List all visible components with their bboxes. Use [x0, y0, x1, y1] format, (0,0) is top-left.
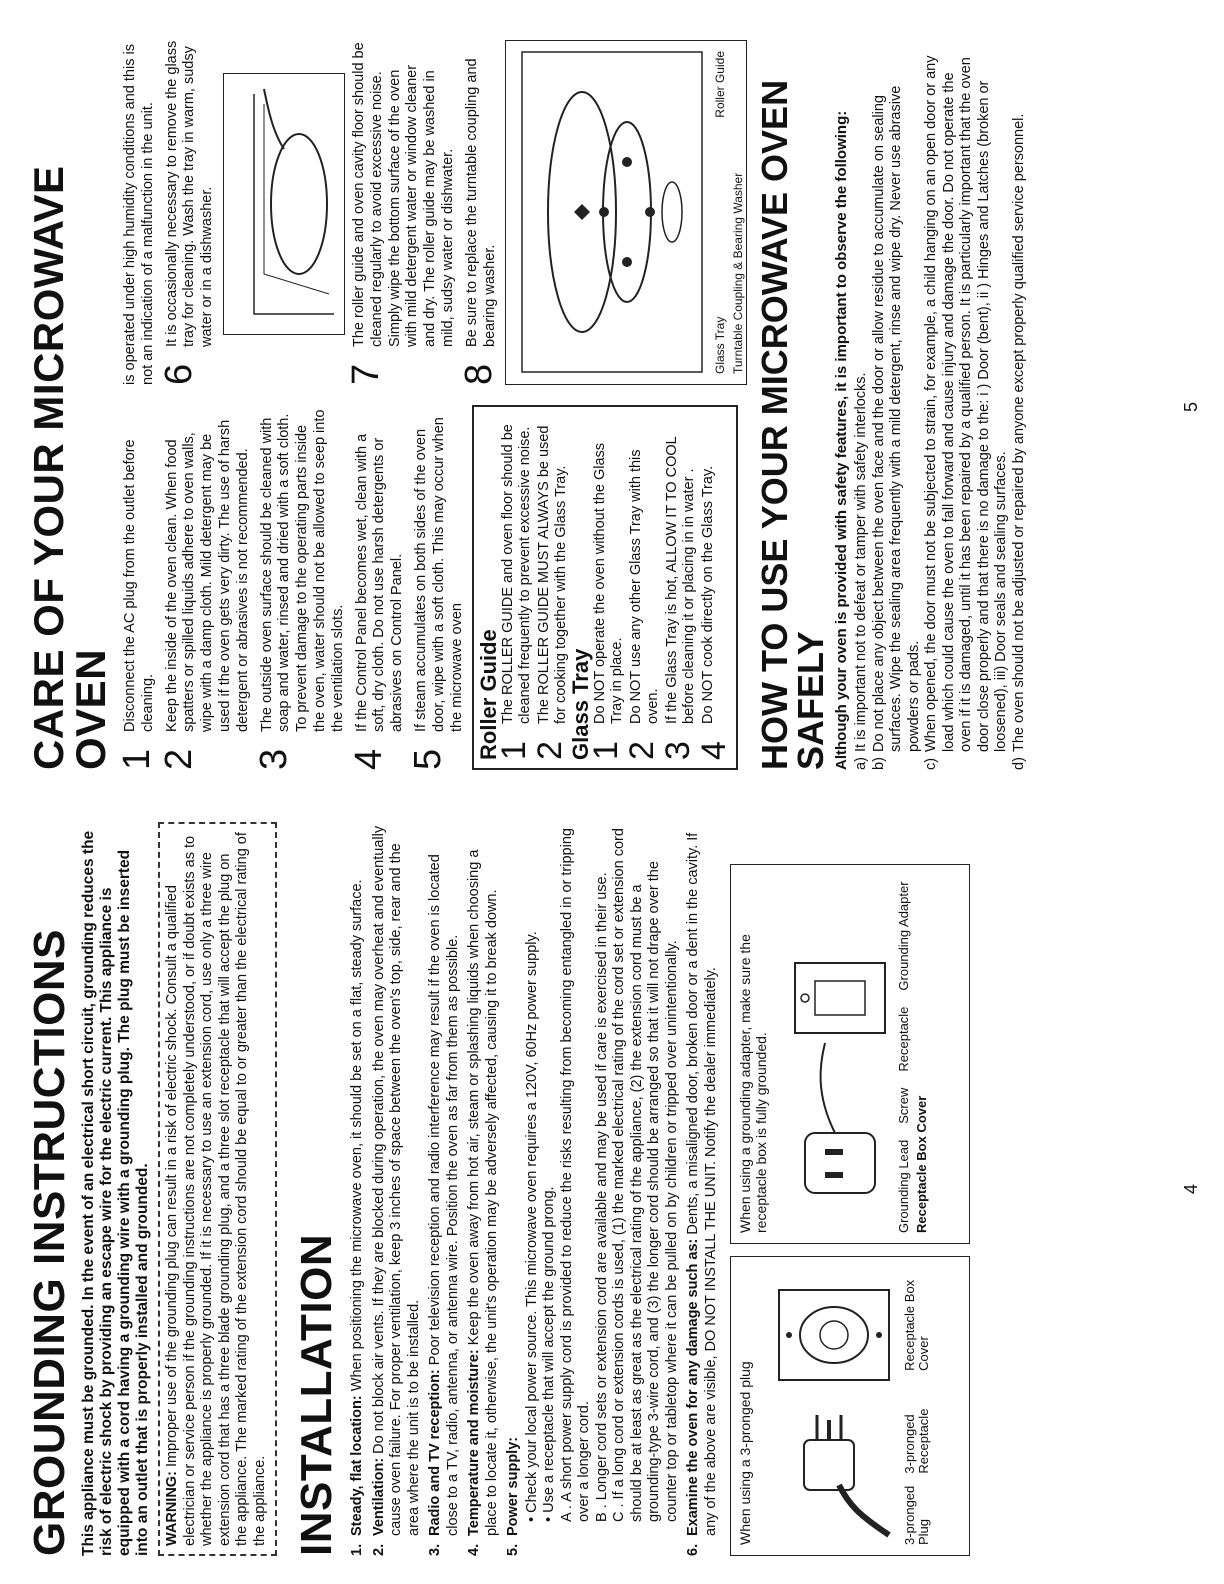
item-number: 2 [531, 741, 570, 760]
item-number: 1 [495, 741, 534, 760]
grounding-intro: This appliance must be grounded. In the event of an electrical short circuit, grounding reduces the risk of electric shock by providing an escape wire for the electric current. This appliance is equipped with a cord having a grounding wire with a grounding plug. The plug must be inserted into an outlet that is properly installed and grounded. [80, 830, 151, 1556]
item-text: If the Glass Tray is hot, ALLOW IT TO COOL before cleaning it or placing in in water . [663, 436, 697, 724]
label-3-pronged-receptacle: 3-pronged Receptacle [902, 1408, 931, 1474]
item-letter: a) [853, 757, 870, 770]
care-item-continued [122, 40, 158, 385]
label-screw: Screw [896, 1087, 911, 1124]
figure-caption: When using a 3-pronged plug [737, 1361, 753, 1545]
item-text: Do NOT use any other Glass Tray with this oven. [627, 449, 661, 724]
warning-box [158, 822, 277, 1556]
grounding-figures [730, 822, 970, 1556]
item-number: 5. [505, 1543, 521, 1556]
label-receptacle-box-cover: Receptacle Box Cover [914, 1095, 929, 1233]
figure-grounding-adapter [730, 864, 970, 1244]
item-number: 6. [685, 1543, 701, 1556]
item-text: Do not block air vents. If they are blocked during operation, the oven may overheat and eventually cause oven failure. For proper ventilation, keep 3 inches of space between the oven's top, side, rear and the area where the unit is to be installed. [370, 825, 422, 1536]
care-item [457, 40, 500, 385]
grounding-title: GROUNDING INSTRUCTIONS [25, 929, 74, 1556]
item-heading: Temperature and moisture: [466, 1349, 482, 1536]
tray-removal-illustration [223, 73, 345, 335]
care-column-right [122, 40, 747, 385]
item-number: 4 [694, 741, 733, 760]
roller-item [531, 415, 570, 760]
roller-guide-title: Roller Guide [476, 629, 502, 760]
installation-item [685, 822, 720, 1556]
turntable-illustration [512, 43, 712, 383]
care-item [116, 405, 158, 770]
item-text: The ROLLER GUIDE and oven floor should be cleaned frequently to prevent excessive noise. [500, 424, 534, 724]
sub-item: A . A short power supply cord is provided to reduce the risks resulting from becoming entangled in or tripping over a longer cord. [558, 828, 592, 1522]
item-text: The oven should not be adjusted or repaired by anyone except properly qualified service personnel. [1010, 113, 1027, 752]
item-text: Poor television reception and radio interference may result if the oven is located close to a TV, radio, antenna, or antenna wire. Position the oven as far from them as possible. [427, 854, 461, 1536]
page-number: 5 [1181, 401, 1201, 412]
safety-item [853, 40, 871, 770]
item-text: Keep the oven away from hot air, steam or splashing liquids when choosing a place to locate it, otherwise, the unit's operation may be adversely affected, causing it to break down. [466, 849, 500, 1536]
installation-item [427, 822, 462, 1556]
item-text: Do NOT cook directly on the Glass Tray. [699, 465, 716, 724]
glass-item [586, 415, 626, 760]
item-text: The roller guide and oven cavity floor should be cleaned regularly to avoid excessive noise. Simply wipe the bottom surface of the oven with mild detergent water or window cleaner and dry. The roller guide may be washed in mild, sudsy water or dishwater. [350, 42, 456, 347]
item-text: Be sure to replace the turntable coupling and bearing washer. [463, 58, 498, 347]
item-text: It is important not to defeat or tamper with safety interlocks. [853, 372, 870, 752]
power-supply-sublist [524, 822, 682, 1536]
label-grounding-adapter: Grounding Adapter [896, 881, 911, 991]
safety-lead: Although your oven is provided with safety features, it is important to observe the following: [833, 110, 851, 770]
safety-item [923, 40, 1011, 770]
care-item [252, 405, 348, 770]
care-item [344, 40, 458, 385]
glass-item [622, 415, 662, 760]
care-title: CARE OF YOUR MICROWAVE OVEN [25, 165, 114, 770]
item-number: 4 [347, 748, 390, 770]
item-text: Do not place any object between the oven face and the door or allow residue to accumulate on sealing surfaces. Wipe the sealing area frequently with a mild detergent, rinse and wipe dry. Never use abrasive powders or pads. [870, 85, 922, 752]
label-glass-tray: Glass Tray [713, 316, 728, 374]
item-number: 3 [658, 741, 697, 760]
item-text: Disconnect the AC plug from the outlet before cleaning. [122, 439, 156, 732]
roller-item [495, 415, 534, 760]
item-number: 2 [157, 748, 200, 770]
label-receptacle: Receptacle [896, 1006, 911, 1072]
safety-item [871, 40, 924, 770]
item-heading: Ventilation: [370, 1457, 387, 1536]
item-letter: c) [923, 757, 940, 770]
item-number: 1. [349, 1543, 365, 1556]
safety-section [754, 40, 1028, 770]
item-text: If the Control Panel becomes wet, clean with a soft, dry cloth. Do not use harsh detergents or abrasives on Control Panel. [353, 433, 406, 732]
item-number: 2 [622, 741, 661, 760]
item-number: 6 [157, 363, 200, 385]
item-number: 3. [427, 1543, 443, 1556]
label-receptacle-box-cover: Receptacle Box Cover [902, 1279, 931, 1371]
item-number: 4. [466, 1543, 482, 1556]
plug-illustration [759, 1275, 899, 1545]
adapter-illustration [775, 883, 895, 1233]
glass-tray-title: Glass Tray [568, 648, 594, 760]
figure-3-pronged-plug [730, 1256, 970, 1556]
warning-text: Improper use of the grounding plug can result in a risk of electric shock. Consult a qualified electrician or service person if the grounding instructions are not completely understood, or if doubt exists as to whether the appliance is properly grounded. If it is necessary to use an extension cord, use only a three wire extension cord that has a three blade grounding plug, and a three slot receptacle that will accept the plug on the appliance. The marked rating of the extension cord should be equal to or greater than the electrical rating of the appliance. [164, 832, 268, 1546]
care-column-left [116, 405, 747, 770]
label-roller-guide: Roller Guide [713, 51, 728, 118]
item-number: 3 [252, 748, 295, 770]
installation-item [349, 822, 367, 1556]
turntable-figure [505, 40, 747, 385]
item-number: 8 [457, 363, 500, 385]
item-text: The ROLLER GUIDE MUST ALWAYS be used for cooking together with the Glass Tray. [536, 425, 570, 724]
item-number: 1 [116, 748, 158, 770]
installation-item [371, 822, 424, 1556]
item-text: Do NOT operate the oven without the Glass Tray in place. [591, 442, 625, 724]
item-heading: Power supply: [505, 1436, 521, 1536]
item-heading: Examine the oven for any damage such as: [685, 1238, 701, 1536]
label-turntable-coupling: Turntable Coupling & Bearing Washer [731, 172, 746, 374]
care-item [347, 405, 407, 770]
item-letter: d) [1010, 757, 1027, 770]
item-number: 1 [586, 741, 625, 760]
item-text: is operated under high humidity conditions and this is not an indication of a malfunction in the unit. [122, 44, 156, 385]
safety-item [1011, 40, 1029, 770]
page-4 [0, 792, 1224, 1584]
sub-item: • Use a receptacle that will accept the ground prong. [541, 1186, 557, 1522]
roller-glass-box [472, 405, 738, 770]
item-text: The outside oven surface should be cleaned with soap and water, rinsed and dried with a soft cloth. To prevent damage to the operating parts inside the oven, water should not be allowed to seep into the ventilation slots. [258, 409, 346, 732]
item-letter: b) [870, 757, 887, 770]
care-item [157, 405, 253, 770]
item-heading: Radio and TV reception: [427, 1369, 443, 1536]
installation-title: INSTALLATION [292, 1233, 341, 1556]
item-text: Dents, a misaligned door, broken door or a dent in the cavity. If any of the above are visible, DO NOT INSTALL THE UNIT. Notify the dealer immediately. [685, 832, 719, 1536]
glass-item [694, 415, 733, 760]
item-heading: Steady, flat location: [349, 1395, 365, 1536]
item-number: 5 [406, 748, 449, 770]
page-number: 4 [1181, 1183, 1201, 1194]
care-item [406, 405, 466, 770]
item-text: When opened, the door must not be subjected to strain, for example, a child hanging on an open door or any load which could cause the oven to fall forward and cause injury and damage the door. Do not operate the oven if it is damaged, until it has been repaired by a qualified person. It is particularly important that the oven door close properly and that there is no damage to the: i ) Door (bent), ii ) Hinges and Latches (broken or loosened), iii) Door seals and sealing surfaces. [923, 55, 1010, 752]
label-grounding-lead: Grounding Lead [896, 1139, 911, 1233]
warning-label: WARNING: [164, 1471, 180, 1546]
item-text: Keep the inside of the oven clean. When food spatters or spilled liquids adhere to oven walls, wipe with a damp cloth. Mild detergent may be used if the oven gets very dirty. The use of harsh detergent or abrasives is not recommended. [163, 419, 251, 732]
item-number: 2. [370, 1543, 387, 1556]
installation-list [349, 822, 720, 1556]
care-columns [116, 40, 747, 770]
glass-item [658, 415, 698, 760]
item-text: If steam accumulates on both sides of the oven door, wipe with a soft cloth. This may occur when the microwave oven [412, 417, 465, 732]
figure-caption: When using a grounding adapter, make sure the receptacle box is fully grounded. [737, 934, 769, 1233]
sub-item: C . If a long cord or extension cords is used, (1) the marked electrical rating of the cord set or extension cord should be at least as great as the electrical rating of the appliance, (2) the extension cord must be a grounding-type 3-wire cord, and (3) the longer cord should be arranged so that it will not drape over the counter top or tabletop where it can be pulled on by children or tripped over unintentionally. [611, 828, 680, 1522]
installation-item [505, 822, 681, 1556]
installation-item [466, 822, 501, 1556]
item-text: It is occasionally necessary to remove the glass tray for cleaning. Wash the tray in warm, sudsy water or in a dishwasher. [163, 40, 216, 347]
care-item [157, 40, 217, 385]
sub-item: B . Longer cord sets or extension cord are available and may be used if care is exercised in their use. [593, 872, 610, 1522]
item-number: 7 [344, 363, 387, 385]
sub-item: • Check your local power source. This microwave oven requires a 120V, 60Hz power supply. [523, 931, 540, 1522]
safety-title: HOW TO USE YOUR MICROWAVE OVEN SAFELY [754, 79, 832, 770]
item-text: When positioning the microwave oven, it should be set on a flat, steady surface. [349, 879, 365, 1392]
label-3-pronged-plug: 3-pronged Plug [902, 1485, 931, 1545]
